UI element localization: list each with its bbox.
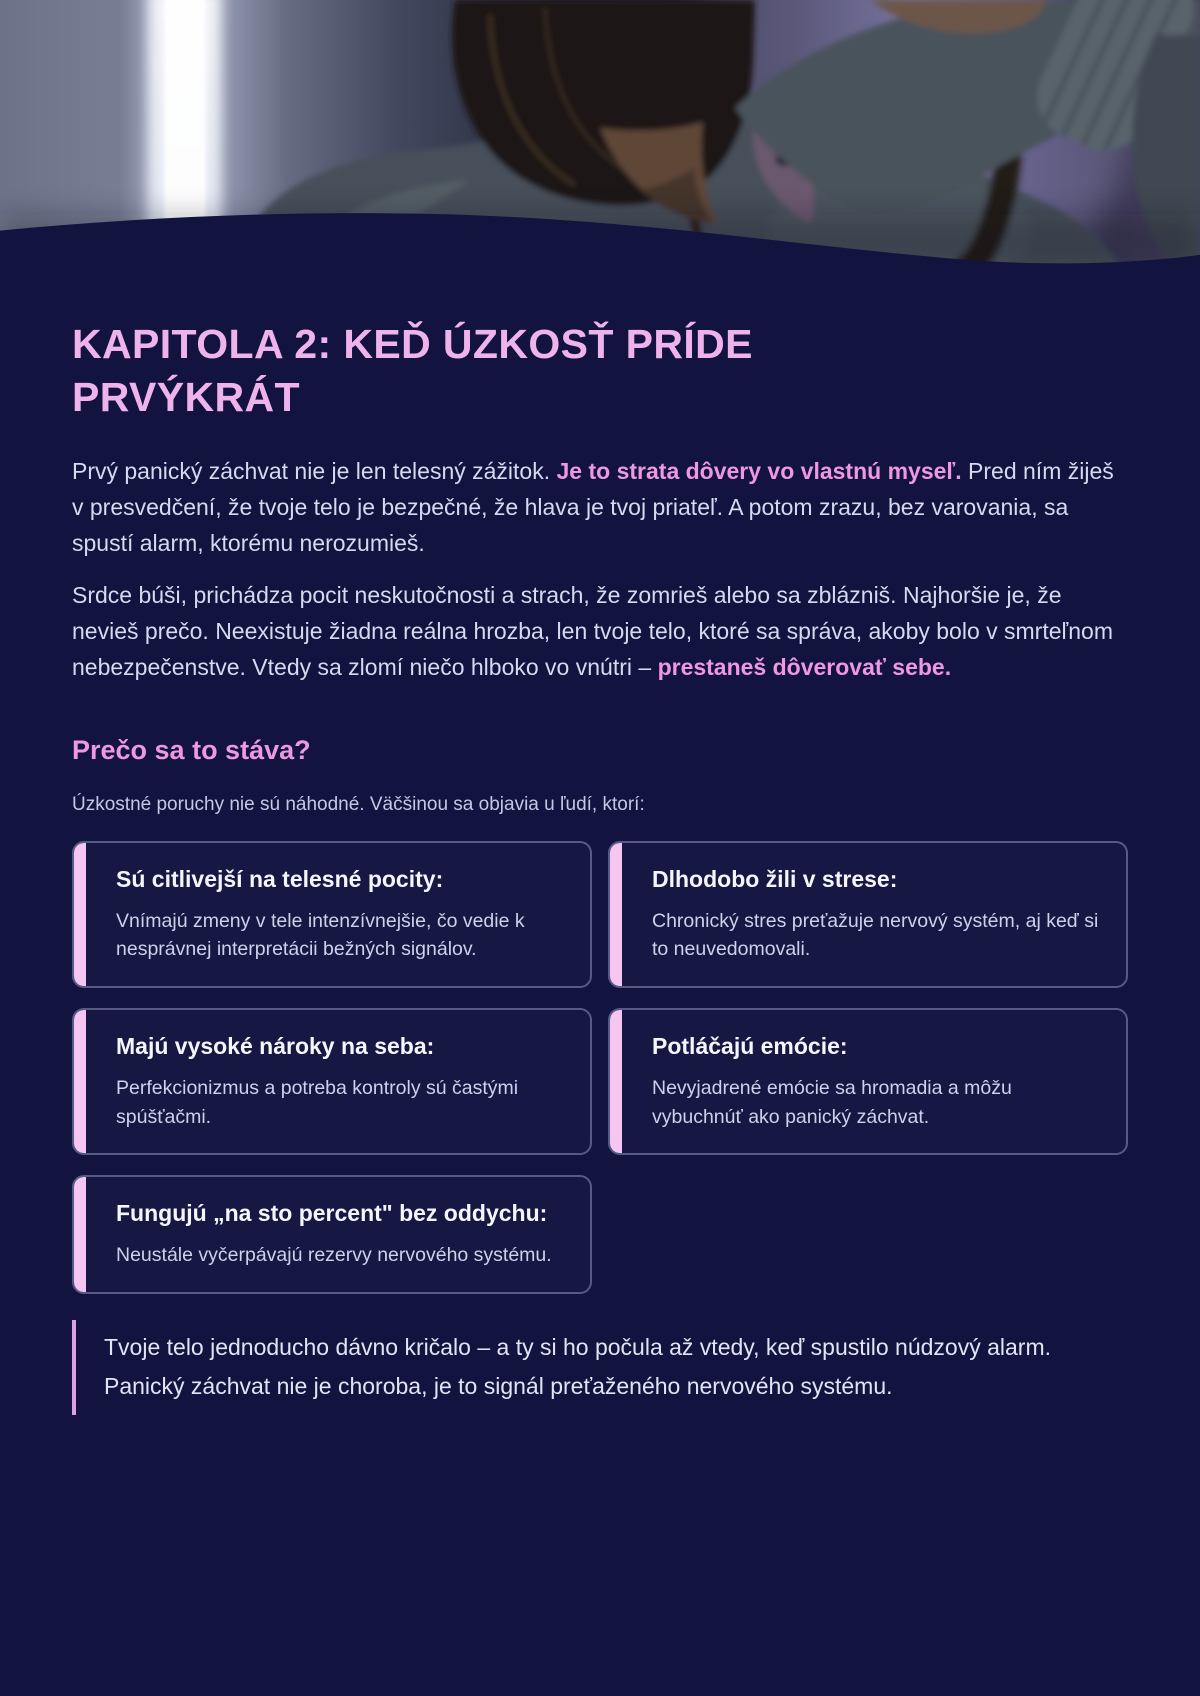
intro-p2-accent: prestaneš dôverovať sebe.: [657, 654, 952, 681]
intro-p1-text: Prvý panický záchvat nie je len telesný zážitok.: [72, 457, 557, 484]
card-title: Potláčajú emócie:: [652, 1033, 848, 1060]
intro-paragraph-2: [72, 577, 1128, 685]
card-text: Neustále vyčerpávajú rezervy nervového systému.: [116, 1244, 552, 1267]
section-heading: Prečo sa to stáva?: [72, 735, 311, 766]
chapter-content: [0, 318, 1200, 1415]
card-title: Fungujú „na sto percent" bez oddychu:: [116, 1200, 548, 1227]
reasons-grid: [72, 841, 1128, 1294]
intro-paragraph-1: [72, 453, 1128, 561]
intro-p1-text-end: Pred ním žiješ v presvedčení, že tvoje telo je bezpečné, že hlava je tvoj priateľ. A potom zrazu, bez varovania, sa spustí alarm, ktorému nerozumieš.: [72, 457, 1114, 556]
wave-divider: [0, 178, 1200, 270]
reason-card-chronic-stress: [608, 841, 1128, 988]
hero: [0, 0, 1200, 270]
card-text: Perfekcionizmus a potreba kontroly sú častými spúšťačmi.: [116, 1077, 519, 1128]
reason-card-body-sensitivity: [72, 841, 592, 988]
reason-card-no-rest: [72, 1175, 592, 1294]
reason-card-high-standards: [72, 1008, 592, 1155]
card-title: Dlhodobo žili v strese:: [652, 865, 898, 892]
card-text: Chronický stres preťažuje nervový systém, aj keď si to neuvedomovali.: [652, 909, 1099, 961]
intro-p1-accent: Je to strata dôvery vo vlastnú myseľ.: [556, 457, 962, 484]
closing-quote: Tvoje telo jednoducho dávno kričalo – a ty si ho počula až vtedy, keď spustilo núdzový alarm. Panický záchvat nie je choroba, je to signál preťaženého nervového systému.: [72, 1320, 1128, 1415]
card-text: Vnímajú zmeny v tele intenzívnejšie, čo vedie k nesprávnej interpretácii bežných signálov.: [116, 909, 525, 961]
card-title: Sú citlivejší na telesné pocity:: [116, 865, 444, 892]
card-text: Nevyjadrené emócie sa hromadia a môžu vybuchnúť ako panický záchvat.: [652, 1077, 1012, 1128]
section-lead: Úzkostné poruchy nie sú náhodné. Väčšinou sa objavia u ľudí, ktorí:: [72, 794, 645, 816]
reason-card-suppressed-emotions: [608, 1008, 1128, 1155]
intro-p2-text: Srdce búši, prichádza pocit neskutočnosti a strach, že zomrieš alebo sa zblázniš. Najhoršie je, že nevieš prečo. Neexistuje žiadna reálna hrozba, len tvoje telo, ktoré sa správa, akoby bolo v smrteľnom nebezpečenstve. Vtedy sa zlomí niečo hlboko vo vnútri –: [72, 581, 1113, 681]
chapter-title: KAPITOLA 2: KEĎ ÚZKOSŤ PRÍDE PRVÝKRÁT: [72, 321, 753, 421]
card-title: Majú vysoké nároky na seba:: [116, 1033, 435, 1060]
